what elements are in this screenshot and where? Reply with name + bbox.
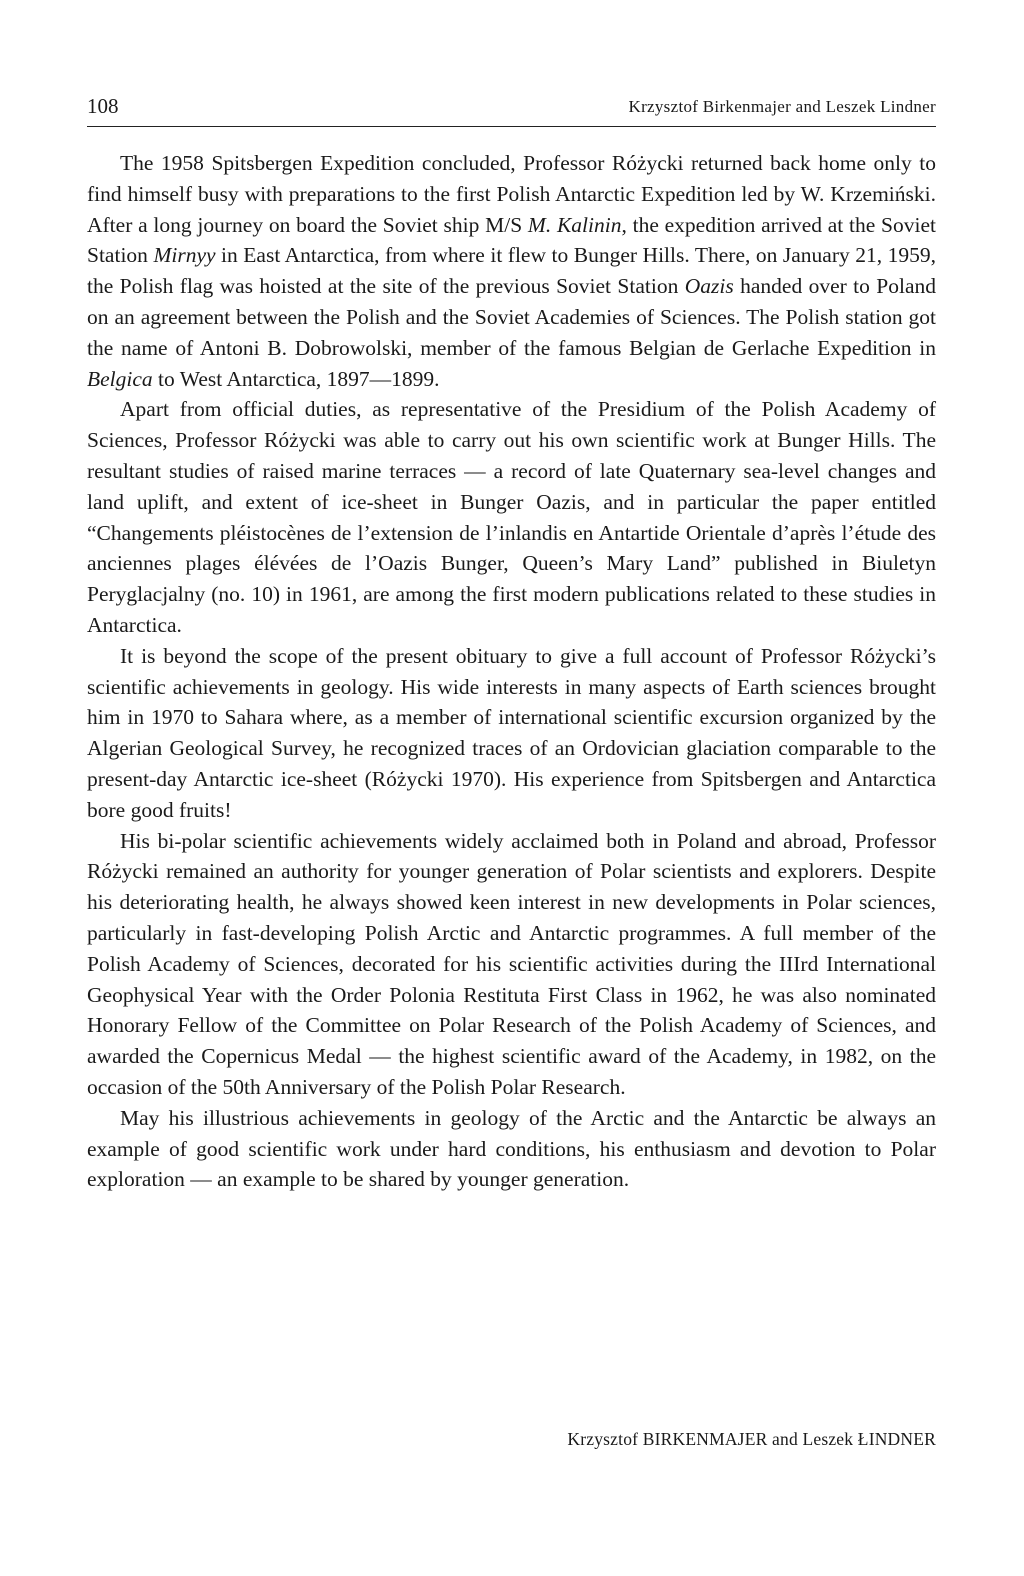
paragraph xyxy=(87,826,936,1103)
italic-text: Belgica xyxy=(87,366,153,391)
italic-text: M. Kalinin xyxy=(527,212,622,237)
italic-text: Mirnyy xyxy=(153,243,216,268)
text-segment: The 1958 Spitsbergen Expedition concluded, Professor Różycki returned back home only to find himself busy with preparations to the first Polish Antarctic Expedition led by W. Krzemiński. After a long journey on board the Soviet ship M/S xyxy=(87,151,936,237)
article-body xyxy=(87,148,936,1195)
text-segment: , the expedition arrived at the Soviet Station xyxy=(87,212,937,268)
text-segment: to West Antarctica, 1897—1899. xyxy=(152,366,440,391)
page-number: 108 xyxy=(87,94,119,118)
text-segment: in East Antarctica, from where it flew to Bunger Hills. There, on January 21, 1959, the Polish flag was hoisted at the site of the previous Soviet Station xyxy=(87,243,936,299)
text-segment: Apart from official duties, as representative of the Presidium of the Polish Academy of Sciences, Professor Różycki was able to carry out his own scientific work at Bunger Hills. The resultant studies of raised marine terraces — a record of late Quaternary sea-level changes and land uplift, and extent of ice-sheet in Bunger Oazis, and in particular the paper entitled “Changements pléistocènes de l’extension de l’inlandis en Antartide Orientale d’après l’étude des anciennes plages élévées de l’Oazis Bunger, Queen’s Mary Land” published in Biuletyn Peryglacjalny (no. 10) in 1961, are among the first modern publications related to these studies in Antarctica. xyxy=(87,397,936,637)
text-segment: His bi-polar scientific achievements widely acclaimed both in Poland and abroad, Professor Różycki remained an authority for younger generation of Polar scientists and explorers. Despite his deteriorating health, he always showed keen interest in new developments in Polar sciences, particularly in fast-developing Polish Arctic and Antarctic programmes. A full member of the Polish Academy of Sciences, decorated for his scientific activities during the IIIrd International Geophysical Year with the Order Polonia Restituta First Class in 1962, he was also nominated Honorary Fellow of the Committee on Polar Research of the Polish Academy of Sciences, and awarded the Copernicus Medal — the highest scientific award of the Academy, in 1982, on the occasion of the 50th Anniversary of the Polish Polar Research. xyxy=(87,828,936,1099)
text-segment: handed over to Poland on an agreement between the Polish and the Soviet Academies of Sciences. The Polish station got the name of Antoni B. Dobrowolski, member of the famous Belgian de Gerlache Expedition in xyxy=(87,274,936,360)
italic-text: Oazis xyxy=(684,274,734,299)
text-segment: May his illustrious achievements in geology of the Arctic and the Antarctic be always an example of good scientific work under hard conditions, his enthusiasm and devotion to Polar exploration — an example to be shared by younger generation. xyxy=(87,1105,936,1192)
paragraph xyxy=(87,641,936,826)
paragraph xyxy=(87,1103,936,1195)
paragraph xyxy=(87,148,936,394)
paragraph xyxy=(87,394,936,640)
text-segment: It is beyond the scope of the present obituary to give a full account of Professor Różycki’s scientific achievements in geology. His wide interests in many aspects of Earth sciences brought him in 1970 to Sahara where, as a member of international scientific excursion organized by the Algerian Geological Survey, he recognized traces of an Ordovician glaciation comparable to the present-day Antarctic ice-sheet (Różycki 1970). His experience from Spitsbergen and Antarctica bore good fruits! xyxy=(87,643,936,822)
page-header xyxy=(87,94,936,127)
running-head: Krzysztof Birkenmajer and Leszek Lindner xyxy=(628,97,936,116)
author-signature: Krzysztof BIRKENMAJER and Leszek ŁINDNER xyxy=(567,1429,936,1449)
